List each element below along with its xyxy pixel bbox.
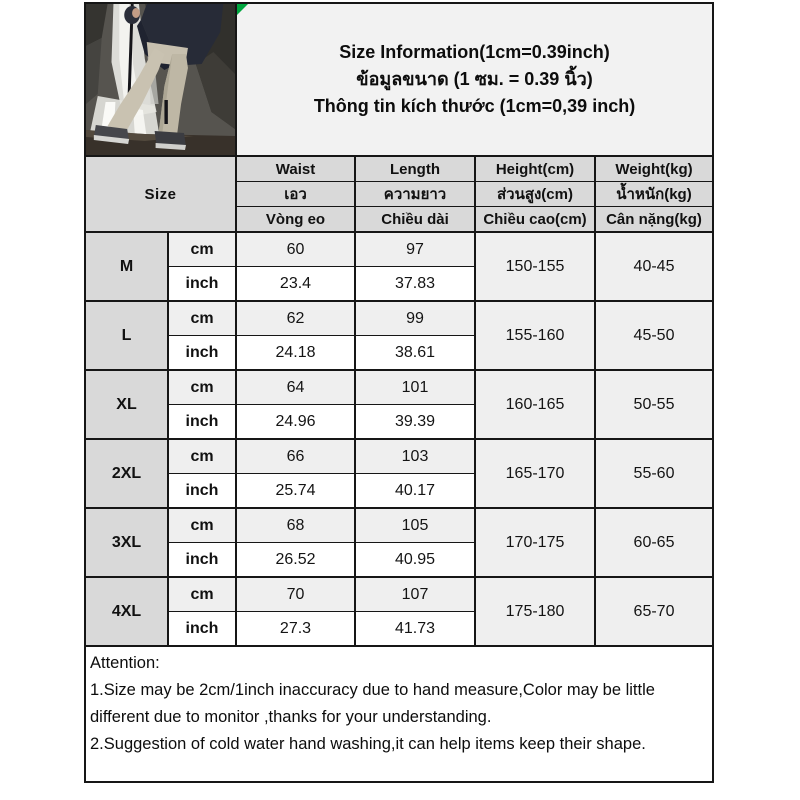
length-inch-value: 37.83 [355,267,475,302]
attention-item-1: 1.Size may be 2cm/1inch inaccuracy due to hand measure,Color may be little different due to monitor ,thanks for your understanding. [90,681,655,726]
waist-cm-value: 60 [236,232,355,267]
table-row [85,439,713,474]
unit-inch: inch [168,336,236,371]
waist-inch-value: 24.18 [236,336,355,371]
waist-cm-value: 62 [236,301,355,336]
unit-cm: cm [168,301,236,336]
size-chart-sheet [84,2,714,783]
height-range: 150-155 [475,232,595,301]
length-cm-value: 105 [355,508,475,543]
col-header-waist-en: Waist [236,156,355,182]
attention-heading: Attention: [90,654,160,672]
unit-cm: cm [168,508,236,543]
length-inch-value: 39.39 [355,405,475,440]
title-cell [236,3,713,156]
size-header: Size [85,156,236,232]
height-range: 170-175 [475,508,595,577]
col-header-length-en: Length [355,156,475,182]
waist-inch-value: 24.96 [236,405,355,440]
weight-range: 65-70 [595,577,713,646]
unit-cm: cm [168,439,236,474]
length-cm-value: 97 [355,232,475,267]
size-label-l: L [85,301,168,370]
col-header-waist-vi: Vòng eo [236,207,355,233]
size-label-3xl: 3XL [85,508,168,577]
size-label-xl: XL [85,370,168,439]
col-header-length-vi: Chiều dài [355,207,475,233]
table-row [85,577,713,612]
col-header-height-th: ส่วนสูง(cm) [475,182,595,207]
height-range: 160-165 [475,370,595,439]
green-corner-marker-icon [237,4,248,15]
length-cm-value: 103 [355,439,475,474]
size-label-4xl: 4XL [85,577,168,646]
length-inch-value: 41.73 [355,612,475,647]
size-label-m: M [85,232,168,301]
waist-cm-value: 66 [236,439,355,474]
waist-inch-value: 25.74 [236,474,355,509]
title-english: Size Information(1cm=0.39inch) [339,42,610,62]
weight-range: 60-65 [595,508,713,577]
unit-inch: inch [168,543,236,578]
weight-range: 50-55 [595,370,713,439]
attention-row [85,646,713,782]
title-vietnamese: Thông tin kích thước (1cm=0,39 inch) [313,96,636,116]
length-cm-value: 99 [355,301,475,336]
waist-cm-value: 64 [236,370,355,405]
height-range: 165-170 [475,439,595,508]
col-header-weight-th: น้ำหนัก(kg) [595,182,713,207]
table-row [85,232,713,267]
top-row [85,3,713,156]
col-header-waist-th: เอว [236,182,355,207]
size-label-2xl: 2XL [85,439,168,508]
table-row [85,370,713,405]
waist-cm-value: 68 [236,508,355,543]
title-thai: ข้อมูลขนาด (1 ซม. = 0.39 นิ้ว) [356,69,593,89]
col-header-weight-en: Weight(kg) [595,156,713,182]
height-range: 155-160 [475,301,595,370]
product-photo [85,3,236,156]
unit-cm: cm [168,232,236,267]
weight-range: 45-50 [595,301,713,370]
attention-item-2: 2.Suggestion of cold water hand washing,it can help items keep their shape. [90,735,646,753]
length-inch-value: 40.95 [355,543,475,578]
hiker-photo-illustration [86,4,235,155]
table-row [85,508,713,543]
unit-cm: cm [168,577,236,612]
length-inch-value: 40.17 [355,474,475,509]
unit-inch: inch [168,405,236,440]
unit-inch: inch [168,612,236,647]
col-header-height-en: Height(cm) [475,156,595,182]
weight-range: 40-45 [595,232,713,301]
col-header-weight-vi: Cân nặng(kg) [595,207,713,233]
length-cm-value: 107 [355,577,475,612]
table-row [85,301,713,336]
waist-inch-value: 27.3 [236,612,355,647]
unit-inch: inch [168,267,236,302]
unit-inch: inch [168,474,236,509]
col-header-length-th: ความยาว [355,182,475,207]
weight-range: 55-60 [595,439,713,508]
length-cm-value: 101 [355,370,475,405]
waist-inch-value: 23.4 [236,267,355,302]
header-row-english [85,156,713,182]
attention-cell [85,646,713,782]
height-range: 175-180 [475,577,595,646]
length-inch-value: 38.61 [355,336,475,371]
col-header-height-vi: Chiều cao(cm) [475,207,595,233]
size-table [84,2,714,783]
waist-cm-value: 70 [236,577,355,612]
waist-inch-value: 26.52 [236,543,355,578]
unit-cm: cm [168,370,236,405]
